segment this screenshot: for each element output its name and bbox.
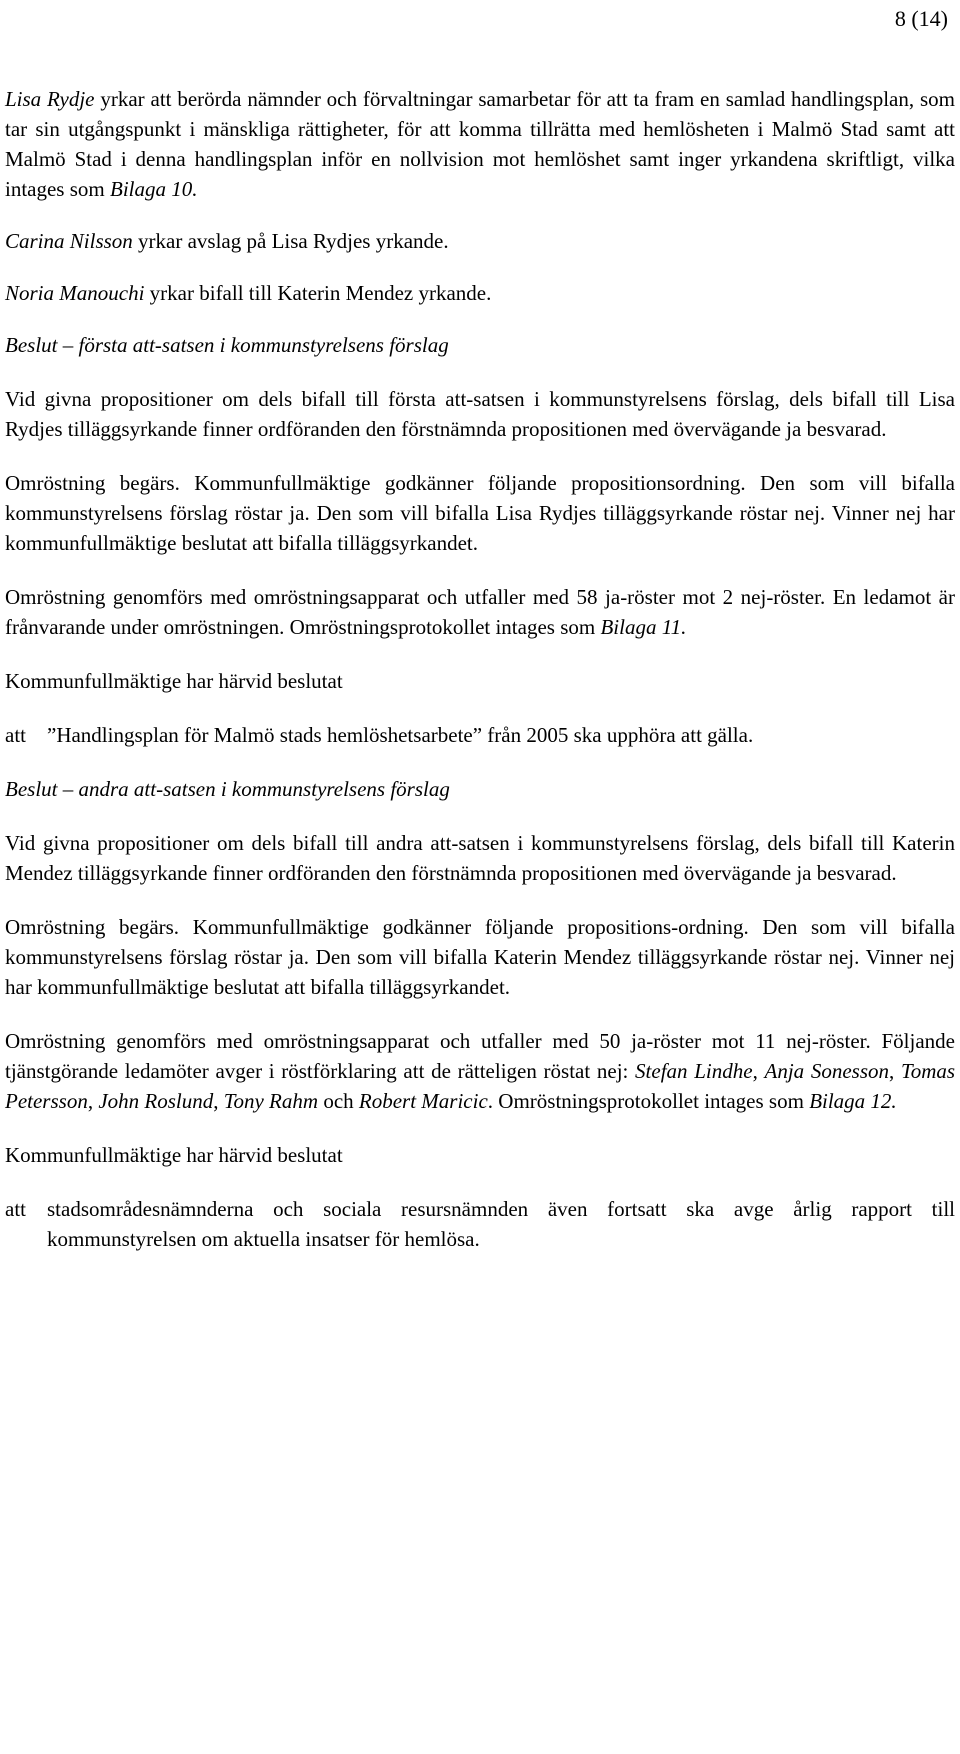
section1-decision-intro: Kommunfullmäktige har härvid beslutat (5, 669, 343, 693)
separator: , (752, 1059, 765, 1083)
conjunction: och (318, 1089, 359, 1113)
section2-paragraph-vote-result (5, 1026, 955, 1116)
paragraph-text: Omröstning genomförs med omröstningsapparat och utfaller med 50 ja-röster mot 11 nej-röster. Följande tjänstgörande ledamöter avger i röstförklaring att de rätteligen röstat nej: (5, 1029, 955, 1083)
paragraph-carina-nilsson (5, 226, 955, 256)
att-label: att (5, 723, 26, 747)
speaker-name: Lisa Rydje (5, 87, 95, 111)
paragraph-text: . Omröstningsprotokollet intages som (487, 1089, 810, 1113)
paragraph-text: yrkar bifall till Katerin Mendez yrkande. (144, 281, 492, 305)
separator: , (889, 1059, 901, 1083)
paragraph-text: yrkar avslag på Lisa Rydjes yrkande. (132, 229, 449, 253)
page-number: 8 (14) (894, 6, 948, 31)
section1-att-clause (5, 720, 955, 750)
attachment-reference: Bilaga 12. (809, 1089, 897, 1113)
separator: , (87, 1089, 99, 1113)
member-name: John Roslund (98, 1089, 214, 1113)
attachment-reference: Bilaga 11. (600, 615, 687, 639)
section-heading-second: Beslut – andra att-satsen i kommunstyrelsens förslag (5, 777, 450, 801)
paragraph-noria-manouchi (5, 278, 955, 308)
att-text: stadsområdesnämnderna och sociala resursnämnden även fortsatt ska avge årlig rapport till kommunstyrelsen om aktuella insatser för hemlösa. (47, 1197, 955, 1251)
document-body (5, 84, 955, 1278)
att-label: att (5, 1197, 26, 1221)
section2-att-clause (5, 1194, 955, 1254)
attachment-reference: Bilaga 10. (110, 177, 198, 201)
section-heading-first: Beslut – första att-satsen i kommunstyrelsens förslag (5, 333, 449, 357)
section1-paragraph-propositions: Vid givna propositioner om dels bifall till första att-satsen i kommunstyrelsens förslag, dels bifall till Lisa Rydjes tilläggsyrkande finner ordföranden den förstnämnda propositionen med övervägande ja besvarad. (5, 387, 955, 441)
member-name: Stefan Lindhe (635, 1059, 753, 1083)
speaker-name: Noria Manouchi (5, 281, 145, 305)
section1-paragraph-vote-order: Omröstning begärs. Kommunfullmäktige godkänner följande propositionsordning. Den som vill bifalla kommunstyrelsens förslag röstar ja. Den som vill bifalla Lisa Rydjes tilläggsyrkande röstar nej. Vinner nej har kommunfullmäktige beslutat att bifalla tilläggsyrkandet. (5, 471, 955, 555)
member-name: Tomas Petersson (5, 1059, 956, 1113)
member-name: Robert Maricic (358, 1089, 488, 1113)
att-text: ”Handlingsplan för Malmö stads hemlöshetsarbete” från 2005 ska upphöra att gälla. (47, 723, 754, 747)
paragraph-text: yrkar att berörda nämnder och förvaltningar samarbetar för att ta fram en samlad handlingsplan, som tar sin utgångspunkt i mänskliga rättigheter, för att komma tillrätta med hemlösheten i Malmö Stad samt att Malmö Stad i denna handlingsplan inför en nollvision mot hemlöshet samt inger yrkandena skriftligt, vilka intages som (5, 87, 955, 201)
section2-paragraph-propositions: Vid givna propositioner om dels bifall till andra att-satsen i kommunstyrelsens förslag, dels bifall till Katerin Mendez tilläggsyrkande finner ordföranden den förstnämnda propositionen med övervägande ja besvarad. (5, 831, 955, 885)
section2-decision-intro: Kommunfullmäktige har härvid beslutat (5, 1143, 343, 1167)
speaker-name: Carina Nilsson (5, 229, 133, 253)
section1-paragraph-vote-result (5, 582, 955, 642)
paragraph-lisa-rydje (5, 84, 955, 204)
member-name: Anja Sonesson (764, 1059, 890, 1083)
member-name: Tony Rahm (223, 1089, 319, 1113)
section2-paragraph-vote-order: Omröstning begärs. Kommunfullmäktige godkänner följande propositions-ordning. Den som vill bifalla kommunstyrelsens förslag röstar ja. Den som vill bifalla Katerin Mendez tilläggsyrkande röstar nej. Vinner nej har kommunfullmäktige beslutat att bifalla tilläggsyrkandet. (5, 915, 955, 999)
paragraph-text: Omröstning genomförs med omröstningsapparat och utfaller med 58 ja-röster mot 2 nej-röster. En ledamot är frånvarande under omröstningen. Omröstningsprotokollet intages som (5, 585, 955, 639)
separator: , (213, 1089, 224, 1113)
